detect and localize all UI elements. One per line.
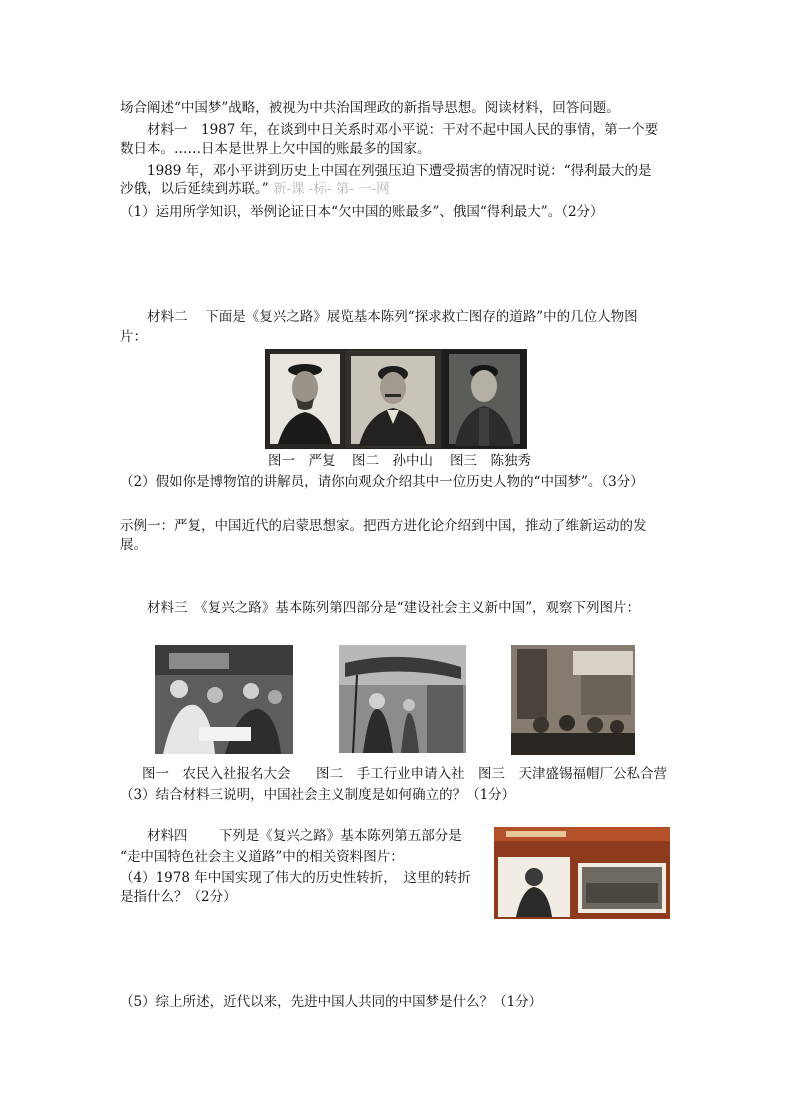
caption-m3-figure2: 图二 手工行业申请入社 [316,766,465,782]
photo-peasants-meeting [155,645,293,754]
photo-hat-factory [511,645,635,755]
material1-line4 [120,180,680,198]
question-1: （1）运用所学知识，举例论证日本“欠中国的账最多”、俄国“得利最大”。（2分） [120,204,604,220]
caption-figure2: 图二 孙中山 [352,453,433,469]
intro-text: 场合阐述“中国梦”战略，被视为中共治国理政的新指导思想。阅读材料，回答问题。 [120,100,620,116]
caption-m3-figure1: 图一 农民入社报名大会 [142,766,291,782]
material2-line1: 材料二 下面是《复兴之路》展览基本陈列“探求救亡图存的道路”中的几位人物图 [147,309,638,325]
portrait-sunzhongshan-image [345,350,441,448]
watermark-text: 新-课 -标- 第- 一-网 [272,181,390,197]
material1-line3: 1989 年，邓小平讲到历史上中国在列强压迫下遭受损害的情况时说：“得利最大的是 [147,163,652,179]
photo-peasants-meeting-image [155,645,293,754]
material4-line2: “走中国特色社会主义道路”中的相关资料图片： [120,849,404,865]
material1-line4-text: 沙俄，以后延续到苏联。” [120,181,269,197]
caption-m3-figure3: 图三 天津盛锡福帽厂公私合营 [478,766,667,782]
caption-figure1: 图一 严复 [268,453,336,469]
photo-hat-factory-image [511,645,635,755]
material1-line1: 材料一 1987 年，在谈到中日关系时邓小平说：干对不起中国人民的事情，第一个要 [147,122,659,138]
question-5: （5）综上所述，近代以来，先进中国人共同的中国梦是什么？（1分） [120,994,543,1010]
example-line1: 示例一：严复，中国近代的启蒙思想家。把西方进化论介绍到中国，推动了维新运动的发 [120,518,647,534]
question-4-line2: 是指什么？（2分） [120,889,237,905]
question-3: （3）结合材料三说明，中国社会主义制度是如何确立的？（1分） [120,787,516,803]
photo-exhibition-1978 [494,827,670,919]
material1-line2: 数日本。……日本是世界上欠中国的账最多的国家。 [120,141,431,157]
photo-exhibition-1978-image [494,827,670,919]
material4-line1: 材料四 下列是《复兴之路》基本陈列第五部分是 [147,828,462,844]
photo-handicraft-cooperative [339,645,466,753]
caption-figure3: 图三 陈独秀 [450,453,531,469]
material3-line1: 材料三 《复兴之路》基本陈列第四部分是“建设社会主义新中国”，观察下列图片： [147,600,641,616]
portrait-chenduxiu [442,349,527,449]
portrait-yanfu [265,349,345,449]
portrait-sunzhongshan [344,349,442,449]
portrait-yanfu-image [266,350,344,448]
portrait-chenduxiu-image [443,350,526,448]
example-line2: 展。 [120,537,147,553]
question-4-line1: （4）1978 年中国实现了伟大的历史性转折， 这里的转折 [120,870,471,886]
material2-line2: 片： [120,329,147,345]
question-2: （2）假如你是博物馆的讲解员，请你向观众介绍其中一位历史人物的“中国梦”。（3分） [120,474,644,490]
photo-handicraft-cooperative-image [339,645,466,753]
